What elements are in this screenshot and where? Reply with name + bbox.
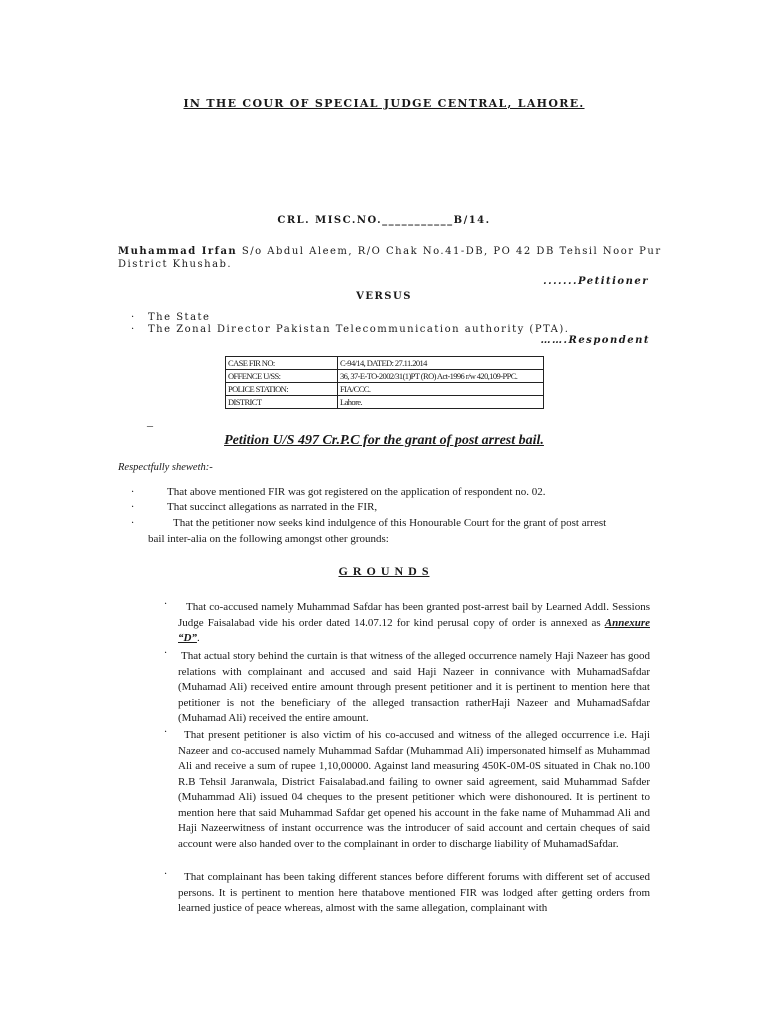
table-row [226, 370, 544, 383]
petition-title: Petition U/S 497 Cr.P.C for the grant of post arrest bail. [224, 433, 544, 448]
intro-bullet: · [131, 502, 135, 513]
ground-2: That actual story behind the curtain is that witness of the alleged occurrence namely Haji Nazeer has good relations with complainant and accused and said Haji Nazeer in connivance with MuhamadSafdar (Muhamad Ali) received entire amount through present petitioner and it is pertinent to mention here that petitioner is not the beneficiary of the alleged transaction ratherHaji Nazeer and MuhamadSafdar (Muhamad Ali) received the entire amount. [178, 650, 650, 724]
respondent-bullet: · [131, 324, 135, 335]
table-row [226, 357, 544, 370]
table-row [226, 383, 544, 396]
intro-point-2: That succinct allegations as narrated in the FIR, [167, 501, 378, 513]
ground-1 [178, 600, 650, 647]
table-cell: Lahore. [338, 396, 544, 409]
ground-bullet: · [164, 648, 168, 659]
ground-1-end: . [196, 632, 200, 644]
respondent-1: The State [148, 312, 211, 323]
intro-bullet: · [131, 518, 135, 529]
respondent-role: …….Respondent [540, 335, 650, 346]
petitioner-name: Muhammad Irfan [118, 246, 238, 257]
case-number: CRL. MISC.NO.___________B/14. [277, 215, 491, 226]
ground-4: That complainant has been taking different stances before different forums with different set of accused persons. It is pertinent to mention here thatabove mentioned FIR was lodged after getting orders from learned justice of peace whereas, almost with the same allegation, complainant with [178, 871, 650, 914]
table-row [226, 396, 544, 409]
annexure-d-ref: Annexure “D” [178, 616, 650, 644]
fir-details-table [225, 356, 544, 409]
intro-point-1: That above mentioned FIR was got registered on the application of respondent no. 02. [167, 486, 546, 498]
intro-point-3-cont: bail inter-alia on the following amongst other grounds: [148, 533, 389, 545]
petitioner-line-1 [118, 246, 662, 257]
dash-mark: _ [147, 414, 153, 428]
table-cell: C-94/14, DATED: 27.11.2014 [338, 357, 544, 370]
table-cell: 36, 37-E-TO-2002/31(1)PT (RO) Act-1996 r/w 420,109-PPC. [338, 370, 544, 383]
ground-3: That present petitioner is also victim of his co-accused and witness of the alleged occurrence i.e. Haji Nazeer and co-accused namely Muhammad Safdar (Muhammad Ali) impersonated himself as Muhammad Ali and receive a sum of rupee 1,10,00000. Against land measuring 450K-0M-0S situated in Chak no.100 R.B Tehsil Jaranwala, District Faisalabad.and failing to owner said agreement, said Muhammad Safder (Muhammad Ali) issued 04 cheques to the present petitioner which were dishonoured. It is pertinent to mention here that said Muhammad Safdar get opened his account in the fake name of Muhammad Ali and Haji Nazeerwitness of instant occurrence was the introducer of said account and certain cheques of said account were also handed over to the complainant in order to discharge liability of MuhamadSafdar. [178, 729, 650, 850]
petitioner-role: .......Petitioner [543, 276, 649, 287]
table-cell: DISTRICT [226, 396, 338, 409]
grounds-title: G R O U N D S [338, 564, 430, 578]
respondent-2: The Zonal Director Pakistan Telecommunication authority (PTA). [148, 324, 570, 335]
table-cell: CASE FIR NO: [226, 357, 338, 370]
intro-bullet: · [131, 487, 135, 498]
ground-bullet: · [164, 727, 168, 738]
ground-bullet: · [164, 869, 168, 880]
petitioner-details: S/o Abdul Aleem, R/O Chak No.41-DB, PO 42 DB Tehsil Noor Pur [241, 246, 662, 257]
versus-label: VERSUS [356, 291, 412, 302]
petitioner-details-2: District Khushab. [118, 259, 233, 270]
intro-point-3: That the petitioner now seeks kind indulgence of this Honourable Court for the grant of post arrest [173, 517, 607, 529]
respondent-bullet: · [131, 312, 135, 323]
table-cell: POLICE STATION: [226, 383, 338, 396]
table-cell: OFFENCE U/SS: [226, 370, 338, 383]
ground-1-text: That co-accused namely Muhammad Safdar has been granted post-arrest bail by Learned Addl. Sessions Judge Faisalabad vide his order dated 14.07.12 for kind perusal copy of order is annexed as [178, 601, 650, 629]
table-cell: FIA/CCC. [338, 383, 544, 396]
ground-bullet: · [164, 599, 168, 610]
court-title: IN THE COUR OF SPECIAL JUDGE CENTRAL, LAHORE. [183, 97, 585, 110]
respectfully-sheweth: Respectfully sheweth:- [118, 462, 213, 473]
